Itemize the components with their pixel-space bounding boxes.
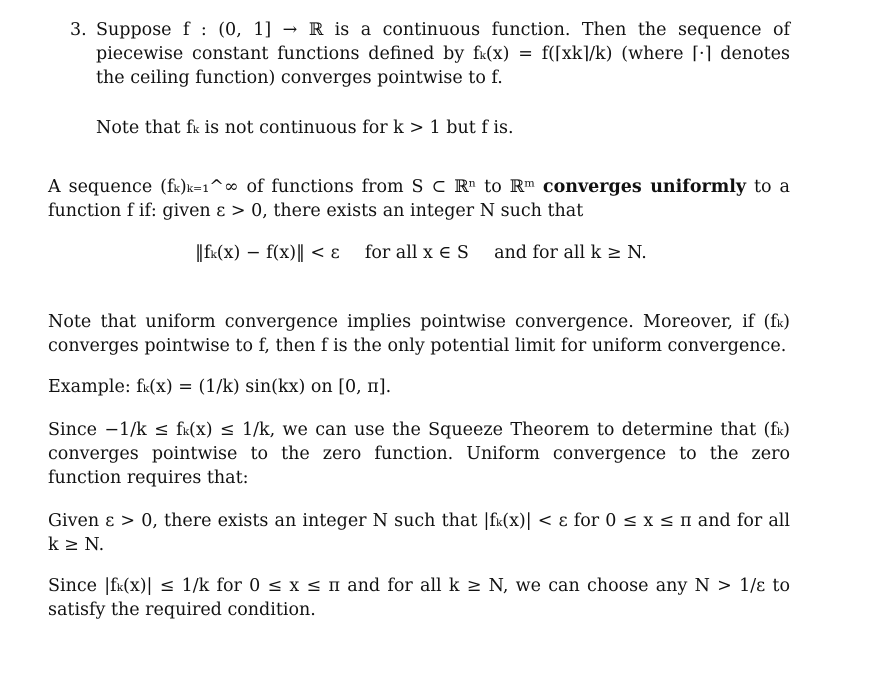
squeeze-theorem-paragraph: Since −1/k ≤ fₖ(x) ≤ 1/k, we can use the Squeeze Theorem to determine that (fₖ) converges pointwise to the zero function. Uniform convergence to the zero function requires that: — [48, 420, 790, 488]
equation-inequality: ‖fₖ(x) − f(x)‖ < ε — [195, 243, 340, 263]
definition-term: converges uniformly — [542, 177, 747, 197]
definition-tail: to a function f if: given ε > 0, there exists an integer N such that — [48, 177, 790, 221]
uniform-implies-pointwise-paragraph: Note that uniform convergence implies pointwise convergence. Moreover, if (fₖ) converges pointwise to f, then f is the only potential limit for uniform convergence. — [48, 312, 790, 356]
item-3-text: Suppose f : (0, 1] → ℝ is a continuous function. Then the sequence of piecewise constant functions defined by fₖ(x) = f(⌈xk⌉/k) (where ⌈·⌉ denotes the ceiling function) converges pointwise to f. — [96, 20, 790, 88]
conclusion-paragraph: Since |fₖ(x)| ≤ 1/k for 0 ≤ x ≤ π and for all k ≥ N, we can choose any N > 1/ε to satisfy the required condition. — [48, 576, 790, 620]
display-equation — [0, 241, 842, 265]
list-item-3 — [70, 18, 790, 90]
item-number: 3. — [70, 20, 87, 40]
example-paragraph: Example: fₖ(x) = (1/k) sin(kx) on [0, π]. — [48, 377, 392, 397]
uniform-convergence-definition — [48, 175, 790, 223]
equation-domain-condition: for all x ∈ S — [364, 243, 469, 263]
equation-index-condition: and for all k ≥ N. — [494, 243, 647, 263]
definition-lead: A sequence (fₖ)ₖ₌₁^∞ of functions from S ⊂ ℝⁿ to ℝᵐ — [48, 177, 535, 197]
continuity-note: Note that fₖ is not continuous for k > 1 but f is. — [96, 118, 514, 138]
given-epsilon-paragraph: Given ε > 0, there exists an integer N such that |fₖ(x)| < ε for 0 ≤ x ≤ π and for all k ≥ N. — [48, 511, 790, 555]
